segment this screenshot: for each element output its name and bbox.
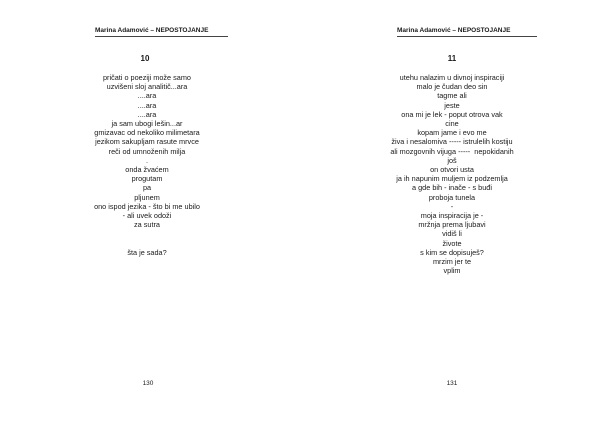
poem-line: živote	[442, 238, 462, 248]
poem-line: .	[145, 155, 149, 165]
poem-line: živa i nesalomiva ----- istrulelih kostiju	[391, 137, 513, 147]
poem-line: tagme ali	[437, 91, 467, 101]
page-footer-number: 130	[142, 380, 154, 387]
poem-line: kopam jame i evo me	[417, 128, 487, 138]
poem-line: uzvišeni sloj analitič...ara	[106, 82, 188, 92]
poem-line: cine	[445, 119, 459, 129]
poem-line: ja sam ubogi lešin...ar	[111, 119, 183, 129]
poem-number: 10	[140, 54, 150, 63]
poem-line: ....ara	[137, 100, 157, 110]
poem-number: 11	[447, 54, 457, 63]
poem-line: ....ara	[137, 109, 157, 119]
poem-line: onda žvaćem	[125, 165, 169, 175]
poem-line: za sutra	[134, 220, 160, 230]
poem-line: ono ispod jezika - što bi me ubilo	[94, 201, 200, 211]
poem-line: on otvori usta	[430, 165, 474, 175]
poem-line: jeste	[444, 100, 460, 110]
poem-body	[302, 73, 600, 275]
poem-line: pa	[142, 183, 152, 193]
poem-line: ali mozgovnih vijuga ----- nepokidanih	[390, 146, 514, 156]
poem-line: još	[447, 155, 457, 165]
running-header: Marina Adamović – NEPOSTOJANJE	[397, 27, 511, 34]
poem-line: utehu nalazim u divnoj inspiraciji	[399, 73, 505, 82]
header-rule	[95, 36, 228, 37]
poem-line	[0, 239, 297, 248]
poem-line: vplim	[443, 266, 461, 276]
running-header: Marina Adamović – NEPOSTOJANJE	[95, 27, 209, 34]
header-rule	[397, 36, 537, 37]
page-footer-number: 131	[446, 380, 458, 387]
poem-line: pljunem	[134, 192, 160, 202]
poem-line: gmizavac od nekoliko milimetara	[94, 128, 200, 138]
poem-line: reči od umnoženih milja	[108, 146, 186, 156]
poem-line: vidiš li	[442, 229, 462, 239]
poem-line: - ali uvek odoži	[122, 211, 172, 221]
right-page	[300, 0, 600, 425]
poem-line: ....ara	[137, 91, 157, 101]
poem-line: progutam	[131, 174, 163, 184]
poem-line: šta je sada?	[127, 247, 167, 257]
poem-body	[0, 73, 297, 257]
poem-line: ona mi je lek - poput otrova vak	[401, 109, 503, 119]
poem-line: -	[450, 201, 454, 211]
poem-line: jezikom sakupljam rasute mrvce	[95, 137, 199, 147]
poem-line: proboja tunela	[428, 192, 476, 202]
poem-line: pričati o poeziji može samo	[102, 73, 191, 82]
poem-line	[0, 229, 297, 238]
poem-line: moja inspiracija je -	[420, 211, 484, 221]
poem-line: a gde bih - inače - s buđi	[412, 183, 492, 193]
poem-line: mržnja prema ljubavi	[418, 220, 486, 230]
poem-line: mrzim jer te	[432, 257, 472, 267]
poem-line: ja ih napunim muljem iz podzemlja	[396, 174, 508, 184]
poem-line: malo je čudan deo sin	[416, 82, 488, 92]
poem-line: s kim se dopisuješ?	[420, 247, 484, 257]
